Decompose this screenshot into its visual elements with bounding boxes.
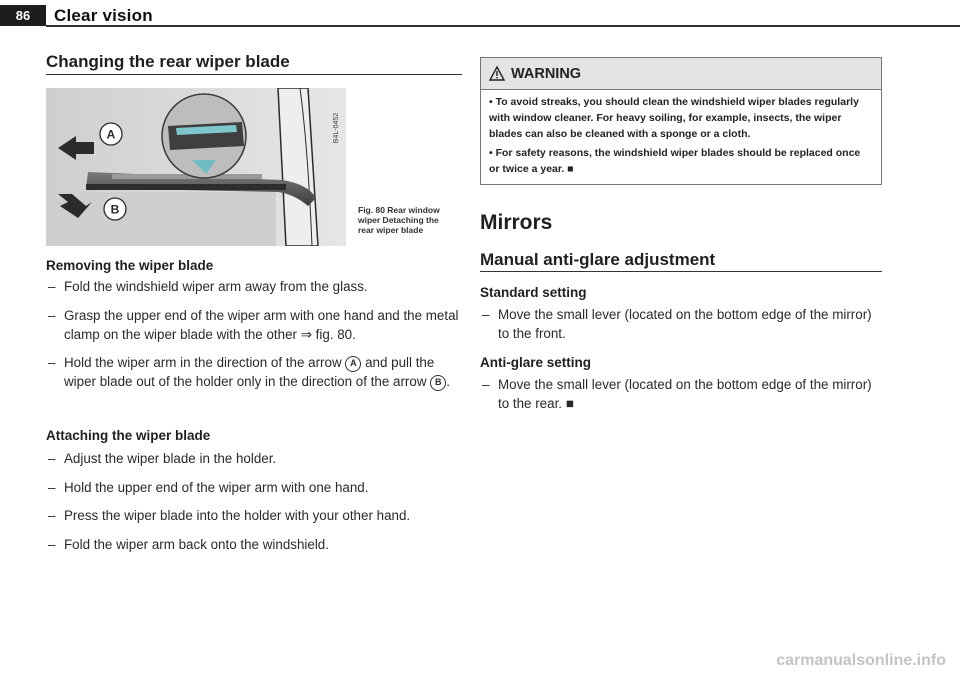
figure-caption-line-1: Fig. 80 Rear window [358,205,440,215]
list-item [46,353,466,391]
figure-caption-line-2: wiper Detaching the [358,215,439,225]
removing-step-3-middle: and pull the wiper blade out of the holder only in the direction of the arrow [64,355,435,389]
mirrors-title: Mirrors [480,211,553,234]
subheading-divider [480,271,882,272]
page-number: 86 [0,5,46,26]
anti-glare-setting-list [480,375,886,423]
list-item [480,305,886,343]
removing-step-3-end: . [446,374,450,389]
attaching-step-3: Press the wiper blade into the holder with your other hand. [64,508,411,523]
arrow-a-marker: A [345,356,361,372]
figure-caption-line-3: rear wiper blade [358,225,424,235]
removing-step-3-start: Hold the wiper arm in the direction of the arrow [64,355,346,370]
list-item [46,306,466,344]
figure-rear-wiper [46,88,346,246]
attaching-steps [46,449,466,563]
chapter-title: Clear vision [54,6,153,25]
removing-heading: Removing the wiper blade [46,258,214,273]
page-header [0,0,960,30]
anti-glare-setting-heading: Anti-glare setting [480,355,592,370]
attaching-step-1: Adjust the wiper blade in the holder. [64,451,277,466]
standard-setting-text: Move the small lever (located on the bottom edge of the mirror) to the front. [498,307,872,341]
arrow-b-marker: B [430,375,446,391]
attaching-step-4: Fold the wiper arm back onto the windshield. [64,536,329,552]
header-divider [46,25,960,27]
anti-glare-setting-text: Move the small lever (located on the bottom edge of the mirror) to the rear. ■ [498,377,872,411]
figure-caption [358,205,458,235]
warning-title: WARNING [511,65,582,82]
list-item [46,449,466,468]
removing-step-2: Grasp the upper end of the wiper arm with one hand and the metal clamp on the wiper blade with the other ⇒ fig. 80. [64,307,459,342]
standard-setting-list [480,305,886,353]
list-item [46,277,466,296]
removing-steps [46,277,466,401]
attaching-step-2: Hold the upper end of the wiper arm with one hand. [64,479,369,495]
section-heading-rear-wiper: Changing the rear wiper blade [46,52,290,71]
warning-box [480,57,882,185]
warning-triangle-icon [489,66,505,81]
warning-body [481,90,881,177]
list-item [46,535,466,554]
list-item [46,478,466,497]
watermark: carmanualsonline.info [776,652,946,669]
list-item [480,375,886,413]
attaching-heading: Attaching the wiper blade [46,428,211,443]
warning-item-2: • For safety reasons, the windshield wiper blades should be replaced once or twice a year. ■ [489,147,861,175]
figure-label-b: B [110,202,120,217]
list-item [46,506,466,525]
anti-glare-heading: Manual anti-glare adjustment [480,250,716,269]
figure-label-a: A [106,127,116,142]
figure-code: B4L-0452 [333,112,340,144]
standard-setting-heading: Standard setting [480,285,587,300]
heading-divider [46,74,462,75]
figure-illustration [46,88,346,246]
removing-step-1: Fold the windshield wiper arm away from the glass. [64,279,368,294]
warning-header [481,58,881,90]
warning-item-1: • To avoid streaks, you should clean the windshield wiper blades regularly with window cleaner. For heavy soiling, for example, insects, the wiper blades can also be cleaned with a sponge or a cloth. [489,96,859,140]
